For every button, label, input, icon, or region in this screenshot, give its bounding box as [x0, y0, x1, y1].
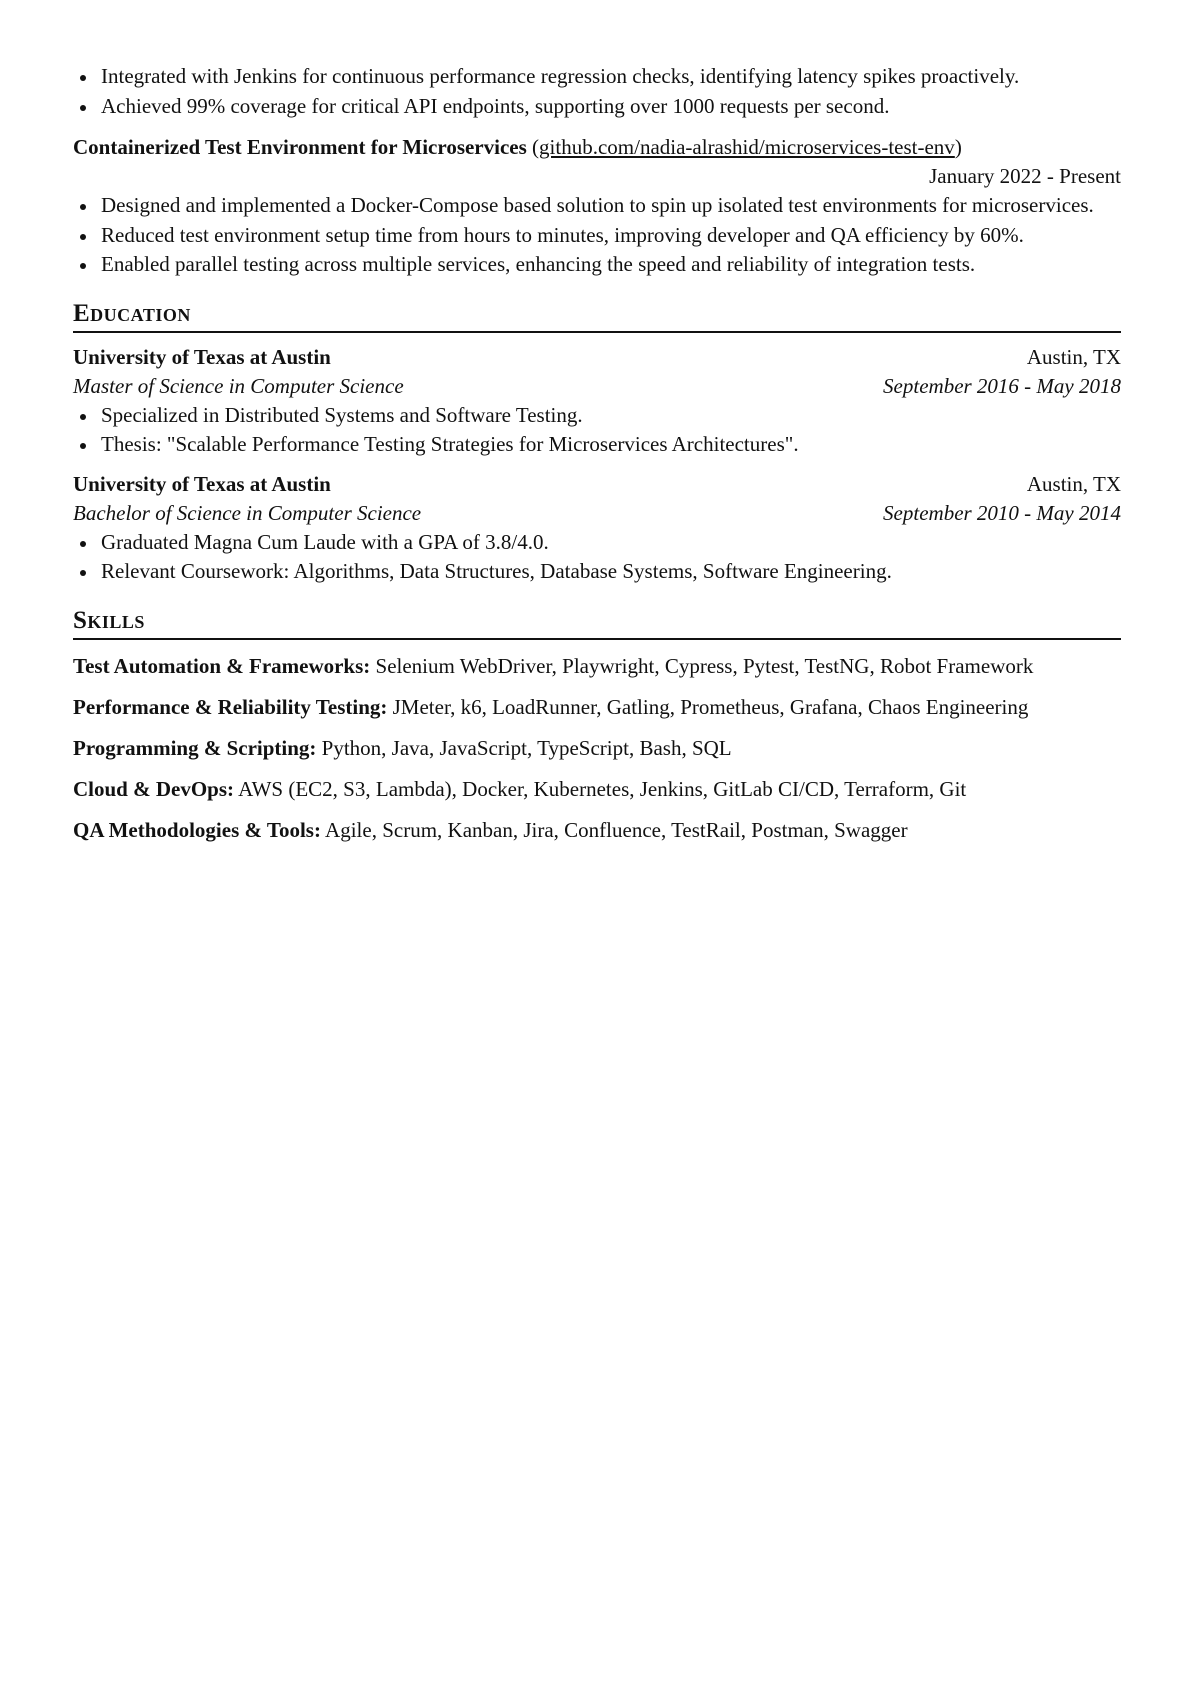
bullet-item: Graduated Magna Cum Laude with a GPA of 3.8/4.0.: [73, 528, 1121, 558]
degree-dates: September 2010 - May 2014: [883, 500, 1121, 525]
skill-label: Programming & Scripting:: [73, 735, 317, 760]
degree: Bachelor of Science in Computer Science: [73, 500, 422, 525]
skills-list: [73, 652, 1121, 845]
project-date: January 2022 - Present: [929, 164, 1121, 188]
project-link-open: (: [532, 135, 540, 159]
school-name: University of Texas at Austin: [73, 344, 331, 369]
skill-value: JMeter, k6, LoadRunner, Gatling, Prometheus, Grafana, Chaos Engineering: [392, 694, 1029, 719]
skills-heading: Skills: [73, 605, 1121, 640]
skill-label: QA Methodologies & Tools:: [73, 817, 321, 842]
project-link-close: ): [954, 135, 962, 159]
bullet-item: Integrated with Jenkins for continuous performance regression checks, identifying latency spikes proactively.: [73, 62, 1121, 92]
bullet-item: Relevant Coursework: Algorithms, Data Structures, Database Systems, Software Engineering.: [73, 557, 1121, 587]
education-bullets: [73, 401, 1121, 460]
skill-value: Python, Java, JavaScript, TypeScript, Bash, SQL: [321, 735, 732, 760]
skill-label: Performance & Reliability Testing:: [73, 694, 388, 719]
bullet-item: Specialized in Distributed Systems and Software Testing.: [73, 401, 1121, 431]
skill-value: Selenium WebDriver, Playwright, Cypress, Pytest, TestNG, Robot Framework: [375, 653, 1034, 678]
education-entry: [73, 470, 1121, 587]
skill-line: [73, 734, 1121, 763]
project-link[interactable]: github.com/nadia-alrashid/microservices-test-env: [539, 135, 955, 159]
degree-dates: September 2016 - May 2018: [883, 373, 1121, 398]
school-location: Austin, TX: [1026, 344, 1121, 369]
bullet-item: Thesis: "Scalable Performance Testing Strategies for Microservices Architectures".: [73, 430, 1121, 460]
resume-page: [73, 62, 1121, 857]
project-title: Containerized Test Environment for Microservices: [73, 135, 527, 159]
bullet-item: Designed and implemented a Docker-Compose based solution to spin up isolated test environments for microservices.: [73, 191, 1121, 221]
school-name: University of Texas at Austin: [73, 471, 331, 496]
education-entry: [73, 343, 1121, 460]
school-location: Austin, TX: [1026, 471, 1121, 496]
skill-line: [73, 816, 1121, 845]
bullet-item: Enabled parallel testing across multiple services, enhancing the speed and reliability of integration tests.: [73, 250, 1121, 280]
skill-value: AWS (EC2, S3, Lambda), Docker, Kubernetes, Jenkins, GitLab CI/CD, Terraform, Git: [238, 776, 967, 801]
education-heading: Education: [73, 298, 1121, 333]
degree: Master of Science in Computer Science: [73, 373, 404, 398]
skill-line: [73, 693, 1121, 722]
education-bullets: [73, 528, 1121, 587]
project-bullets: [73, 191, 1121, 280]
bullet-item: Reduced test environment setup time from hours to minutes, improving developer and QA efficiency by 60%.: [73, 221, 1121, 251]
project-header: [73, 133, 1121, 191]
skill-label: Test Automation & Frameworks:: [73, 653, 371, 678]
skill-value: Agile, Scrum, Kanban, Jira, Confluence, TestRail, Postman, Swagger: [325, 817, 908, 842]
previous-project-bullets: [73, 62, 1121, 121]
skill-line: [73, 652, 1121, 681]
skill-line: [73, 775, 1121, 804]
bullet-item: Achieved 99% coverage for critical API endpoints, supporting over 1000 requests per second.: [73, 92, 1121, 122]
skill-label: Cloud & DevOps:: [73, 776, 235, 801]
